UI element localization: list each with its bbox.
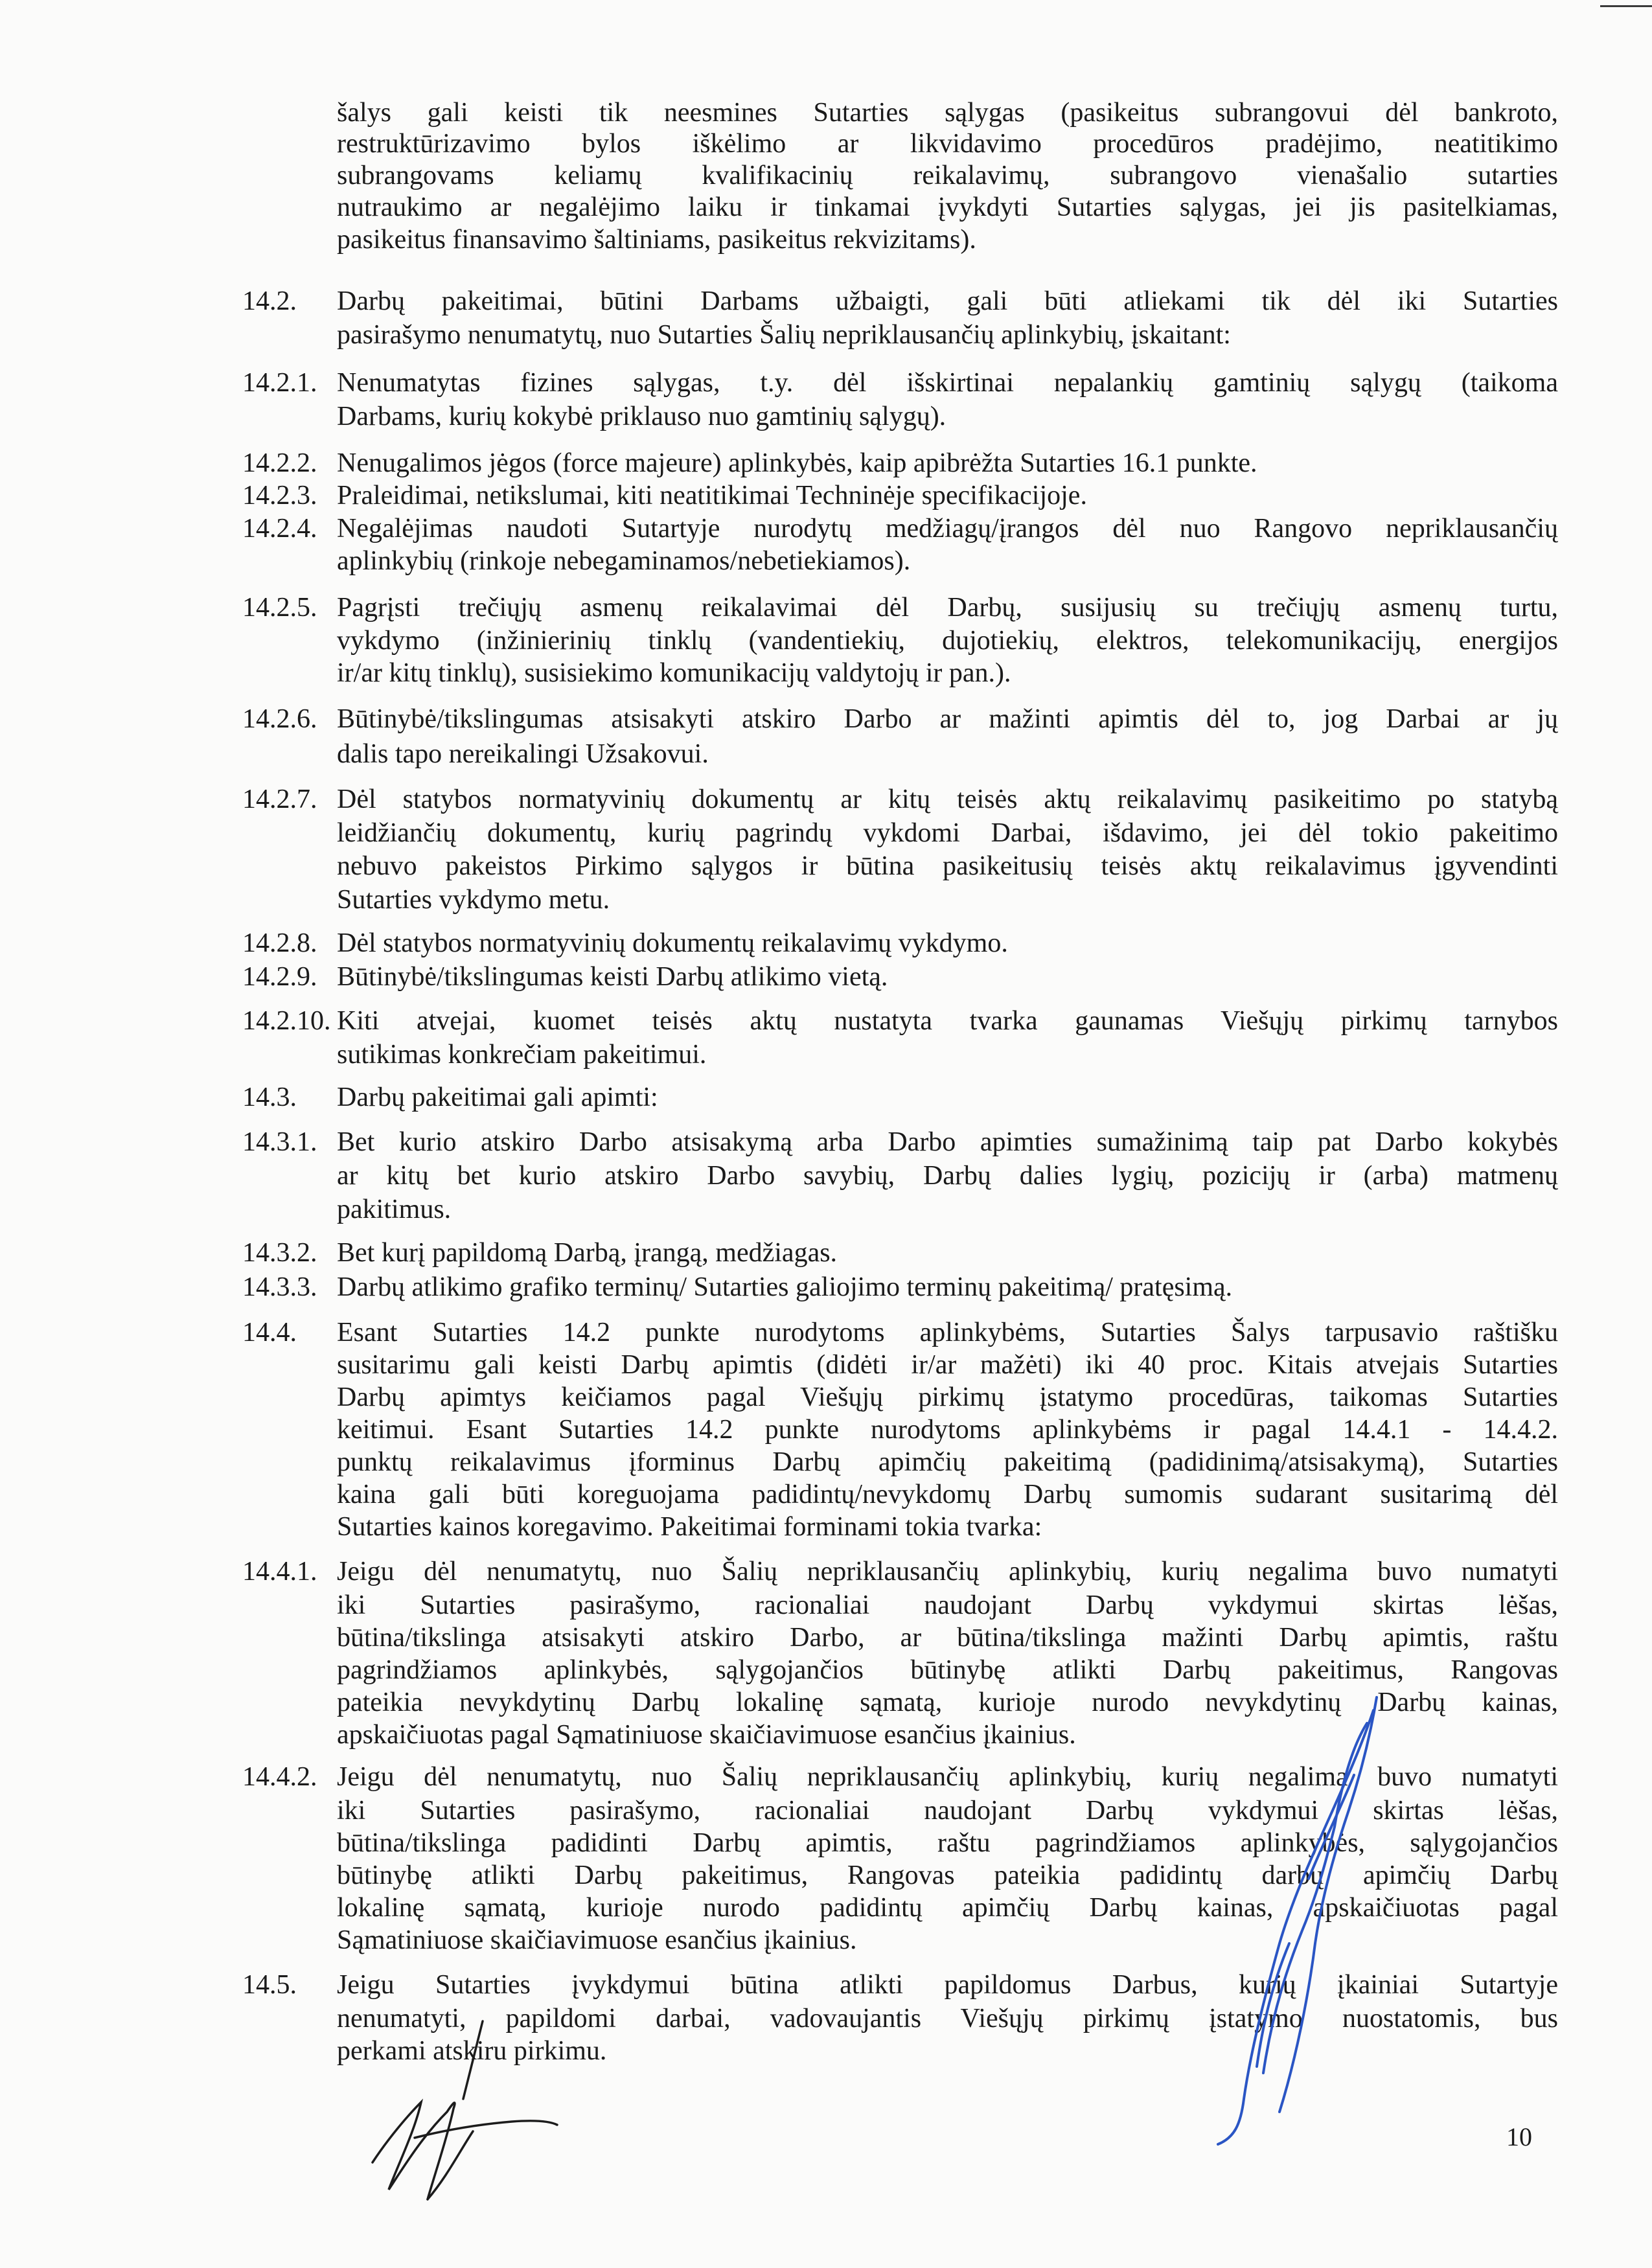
clause-number: 14.2.9.	[242, 962, 317, 992]
text-line: Nenugalimos jėgos (force majeure) aplinkybės, kaip apibrėžta Sutarties 16.1 punkte.	[337, 448, 1257, 478]
text-line: nebuvo pakeistos Pirkimo sąlygos ir būtina pasikeitusių teisės aktų reikalavimus įgyvendinti	[337, 851, 1558, 881]
text-line: pasikeitus finansavimo šaltiniams, pasikeitus rekvizitams).	[337, 225, 976, 255]
text-line: ir/ar kitų tinklų), susisiekimo komunikacijų valdytojų ir pan.).	[337, 658, 1011, 688]
clause-number: 14.2.5.	[242, 593, 317, 623]
text-line: Būtinybė/tikslingumas atsisakyti atskiro Darbo ar mažinti apimtis dėl to, jog Darbai ar jų	[337, 704, 1558, 734]
clause-number: 14.3.	[242, 1082, 297, 1112]
text-line: keitimui. Esant Sutarties 14.2 punkte nurodytoms aplinkybėms ir pagal 14.4.1 - 14.4.2.	[337, 1415, 1558, 1445]
text-line: šalys gali keisti tik neesmines Sutarties sąlygas (pasikeitus subrangovui dėl bankroto,	[337, 98, 1558, 128]
text-line: apskaičiuotas pagal Sąmatiniuose skaičiavimuose esančius įkainius.	[337, 1720, 1076, 1750]
clause-number: 14.4.1.	[242, 1557, 317, 1586]
text-line: Sąmatiniuose skaičiavimuose esančius įkainius.	[337, 1925, 857, 1955]
text-line: kaina gali būti koreguojama padidintų/nevykdomų Darbų sumomis sudarant susitarimą dėl	[337, 1480, 1558, 1509]
clause-number: 14.2.2.	[242, 448, 317, 478]
text-line: Nenumatytas fizines sąlygas, t.y. dėl išskirtinai nepalankių gamtinių sąlygų (taikoma	[337, 368, 1558, 398]
clause-number: 14.3.1.	[242, 1127, 317, 1157]
text-line: Negalėjimas naudoti Sutartyje nurodytų medžiagų/įrangos dėl nuo Rangovo nepriklausančių	[337, 514, 1558, 544]
clause-number: 14.2.6.	[242, 704, 317, 734]
text-line: Darbams, kurių kokybė priklauso nuo gamtinių sąlygų).	[337, 402, 946, 431]
text-line: Darbų atlikimo grafiko terminų/ Sutarties galiojimo terminų pakeitimą/ pratęsimą.	[337, 1272, 1233, 1302]
text-line: Būtinybė/tikslingumas keisti Darbų atlikimo vietą.	[337, 962, 888, 992]
text-line: vykdymo (inžinierinių tinklų (vandentiekių, dujotiekių, elektros, telekomunikacijų, energijos	[337, 626, 1558, 656]
clause-number: 14.3.3.	[242, 1272, 317, 1302]
text-line: Jeigu dėl nenumatytų, nuo Šalių nepriklausančių aplinkybių, kurių negalima buvo numatyti	[337, 1762, 1558, 1792]
text-line: dalis tapo nereikalingi Užsakovui.	[337, 739, 709, 769]
clause-number: 14.2.7.	[242, 785, 317, 814]
text-line: Praleidimai, netikslumai, kiti neatitikimai Techninėje specifikacijoje.	[337, 481, 1087, 510]
text-line: Jeigu Sutarties įvykdymui būtina atlikti papildomus Darbus, kurių įkainiai Sutartyje	[337, 1970, 1558, 2000]
text-line: nutraukimo ar negalėjimo laiku ir tinkamai įvykdyti Sutarties sąlygas, jei jis pasitelkiamas,	[337, 192, 1558, 222]
text-line: lokalinę sąmatą, kurioje nurodo padidintų apimčių Darbų kainas, apskaičiuotas pagal	[337, 1893, 1558, 1923]
text-line: pasirašymo nenumatytų, nuo Sutarties Šalių nepriklausančių aplinkybių, įskaitant:	[337, 320, 1231, 350]
text-line: Darbų pakeitimai, būtini Darbams užbaigti, gali būti atliekami tik dėl iki Sutarties	[337, 286, 1558, 316]
text-line: subrangovams keliamų kvalifikacinių reikalavimų, subrangovo vienašalio sutarties	[337, 161, 1558, 190]
text-line: ar kitų bet kurio atskiro Darbo savybių, Darbų dalies lygių, pozicijų ir (arba) matmenų	[337, 1161, 1558, 1191]
text-line: Darbų apimtys keičiamos pagal Viešųjų pirkimų įstatymo procedūras, taikomas Sutarties	[337, 1382, 1558, 1412]
text-line: Darbų pakeitimai gali apimti:	[337, 1082, 658, 1112]
text-line: perkami atskiru pirkimu.	[337, 2036, 607, 2066]
page-number: 10	[1506, 2122, 1532, 2151]
text-line: leidžiančių dokumentų, kurių pagrindų vykdomi Darbai, išdavimo, jei dėl tokio pakeitimo	[337, 818, 1558, 848]
text-line: Bet kurio atskiro Darbo atsisakymą arba Darbo apimties sumažinimą taip pat Darbo kokybės	[337, 1127, 1558, 1157]
clause-number: 14.2.8.	[242, 928, 317, 958]
text-line: Kiti atvejai, kuomet teisės aktų nustatyta tvarka gaunamas Viešųjų pirkimų tarnybos	[337, 1006, 1558, 1036]
text-line: Sutarties kainos koregavimo. Pakeitimai forminami tokia tvarka:	[337, 1512, 1042, 1542]
text-line: būtina/tikslinga atsisakyti atskiro Darbo, ar būtina/tikslinga mažinti Darbų apimtis, raštu	[337, 1623, 1558, 1653]
text-line: susitarimu gali keisti Darbų apimtis (didėti ir/ar mažėti) iki 40 proc. Kitais atvejais Sutarties	[337, 1350, 1558, 1380]
clause-number: 14.2.	[242, 286, 297, 316]
text-line: iki Sutarties pasirašymo, racionaliai naudojant Darbų vykdymui skirtas lėšas,	[337, 1796, 1558, 1826]
text-line: Dėl statybos normatyvinių dokumentų reikalavimų vykdymo.	[337, 928, 1008, 958]
clause-number: 14.2.1.	[242, 368, 317, 398]
text-line: būtina/tikslinga padidinti Darbų apimtis, raštu pagrindžiamos aplinkybės, sąlygojančios	[337, 1828, 1558, 1858]
text-line: Pagrįsti trečiųjų asmenų reikalavimai dėl Darbų, susijusių su trečiųjų asmenų turtu,	[337, 593, 1558, 623]
text-line: Sutarties vykdymo metu.	[337, 885, 610, 915]
text-line: Esant Sutarties 14.2 punkte nurodytoms aplinkybėms, Sutarties Šalys tarpusavio raštišku	[337, 1318, 1558, 1347]
text-line: Jeigu dėl nenumatytų, nuo Šalių nepriklausančių aplinkybių, kurių negalima buvo numatyti	[337, 1557, 1558, 1586]
text-line: pakitimus.	[337, 1195, 452, 1224]
clause-number: 14.2.4.	[242, 514, 317, 544]
text-line: restruktūrizavimo bylos iškėlimo ar likvidavimo procedūros pradėjimo, neatitikimo	[337, 129, 1558, 159]
text-line: aplinkybių (rinkoje nebegaminamos/nebetiekiamos).	[337, 546, 911, 576]
clause-number: 14.2.10.	[242, 1006, 331, 1036]
text-line: iki Sutarties pasirašymo, racionaliai naudojant Darbų vykdymui skirtas lėšas,	[337, 1590, 1558, 1620]
text-line: būtinybę atlikti Darbų pakeitimus, Rangovas pateikia padidintų darbų apimčių Darbų	[337, 1861, 1558, 1890]
text-line: pagrindžiamos aplinkybės, sąlygojančios būtinybę atlikti Darbų pakeitimus, Rangovas	[337, 1655, 1558, 1685]
text-line: pateikia nevykdytinų Darbų lokalinę sąmatą, kurioje nurodo nevykdytinų Darbų kainas,	[337, 1688, 1558, 1717]
text-line: Dėl statybos normatyvinių dokumentų ar kitų teisės aktų reikalavimų pasikeitimo po statybą	[337, 785, 1558, 814]
clause-number: 14.3.2.	[242, 1238, 317, 1268]
text-line: sutikimas konkrečiam pakeitimui.	[337, 1040, 707, 1070]
text-line: punktų reikalavimus įforminus Darbų apimčių pakeitimą (padidinimą/atsisakymą), Sutarties	[337, 1447, 1558, 1477]
clause-number: 14.5.	[242, 1970, 297, 2000]
text-line: nenumatyti, papildomi darbai, vadovaujantis Viešųjų pirkimų įstatymo nuostatomis, bus	[337, 2004, 1558, 2033]
clause-number: 14.2.3.	[242, 481, 317, 510]
clause-number: 14.4.	[242, 1318, 297, 1347]
text-line: Bet kurį papildomą Darbą, įrangą, medžiagas.	[337, 1238, 838, 1268]
clause-number: 14.4.2.	[242, 1762, 317, 1792]
